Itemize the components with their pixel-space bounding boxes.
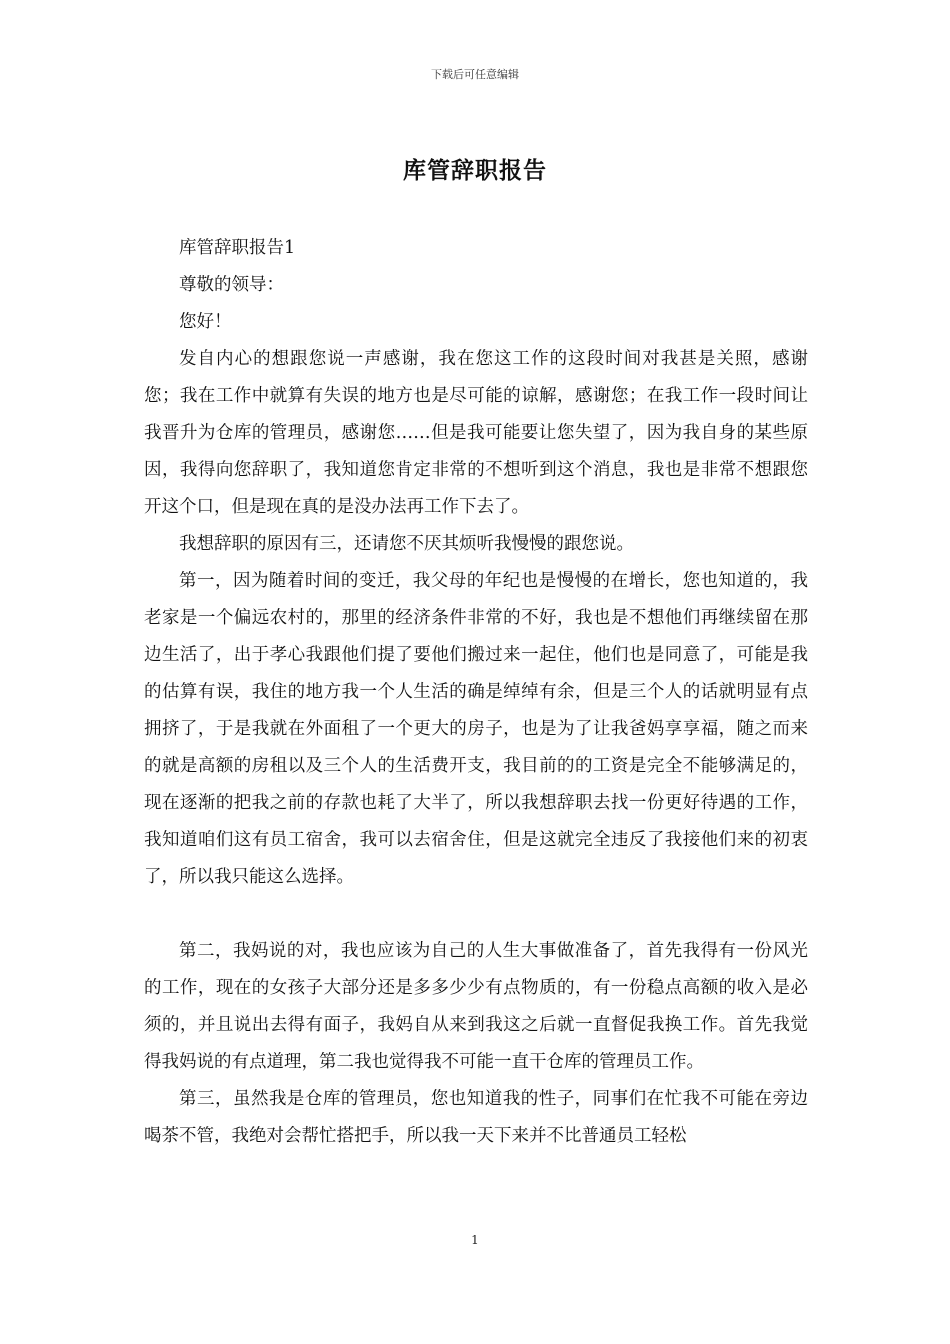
document-title: 库管辞职报告 [403,157,547,184]
paragraph: 第三，虽然我是仓库的管理员，您也知道我的性子，同事们在忙我不可能在旁边喝茶不管，我绝对会帮忙搭把手，所以我一天下来并不比普通员工轻松 [144,1089,808,1146]
section-heading: 库管辞职报告1 [179,238,296,258]
salutation: 尊敬的领导： [179,275,284,295]
paragraph: 发自内心的想跟您说一声感谢，我在您这工作的这段时间对我甚是关照，感谢您；我在工作中就算有失误的地方也是尽可能的谅解，感谢您；在我工作一段时间让我晋升为仓库的管理员，感谢您……但是我可能要让您失望了，因为我自身的某些原因，我得向您辞职了，我知道您肯定非常的不想听到这个消息，我也是非常不想跟您开这个口，但是现在真的是没办法再工作下去了。 [144,349,808,517]
paragraph: 第一，因为随着时间的变迁，我父母的年纪也是慢慢的在增长，您也知道的，我老家是一个偏远农村的，那里的经济条件非常的不好，我也是不想他们再继续留在那边生活了，出于孝心我跟他们提了要他们搬过来一起住，他们也是同意了，可能是我的估算有误，我住的地方我一个人生活的确是绰绰有余，但是三个人的话就明显有点拥挤了，于是我就在外面租了一个更大的房子，也是为了让我爸妈享享福，随之而来的就是高额的房租以及三个人的生活费开支，我目前的的工资是完全不能够满足的，现在逐渐的把我之前的存款也耗了大半了，所以我想辞职去找一份更好待遇的工作，我知道咱们这有员工宿舍，我可以去宿舍住，但是这就完全违反了我接他们来的初衷了，所以我只能这么选择。 [144,571,808,887]
greeting: 您好！ [179,312,232,332]
paragraph: 我想辞职的原因有三，还请您不厌其烦听我慢慢的跟您说。 [179,534,634,554]
page-number: 1 [471,1233,479,1247]
page-header: 下载后可任意编辑 [431,68,519,81]
paragraph: 第二，我妈说的对，我也应该为自己的人生大事做准备了，首先我得有一份风光的工作，现在的女孩子大部分还是多多少少有点物质的，有一份稳点高额的收入是必须的，并且说出去得有面子，我妈自从来到我这之后就一直督促我换工作。首先我觉得我妈说的有点道理，第二我也觉得我不可能一直干仓库的管理员工作。 [144,941,808,1072]
document-body [144,230,808,1155]
